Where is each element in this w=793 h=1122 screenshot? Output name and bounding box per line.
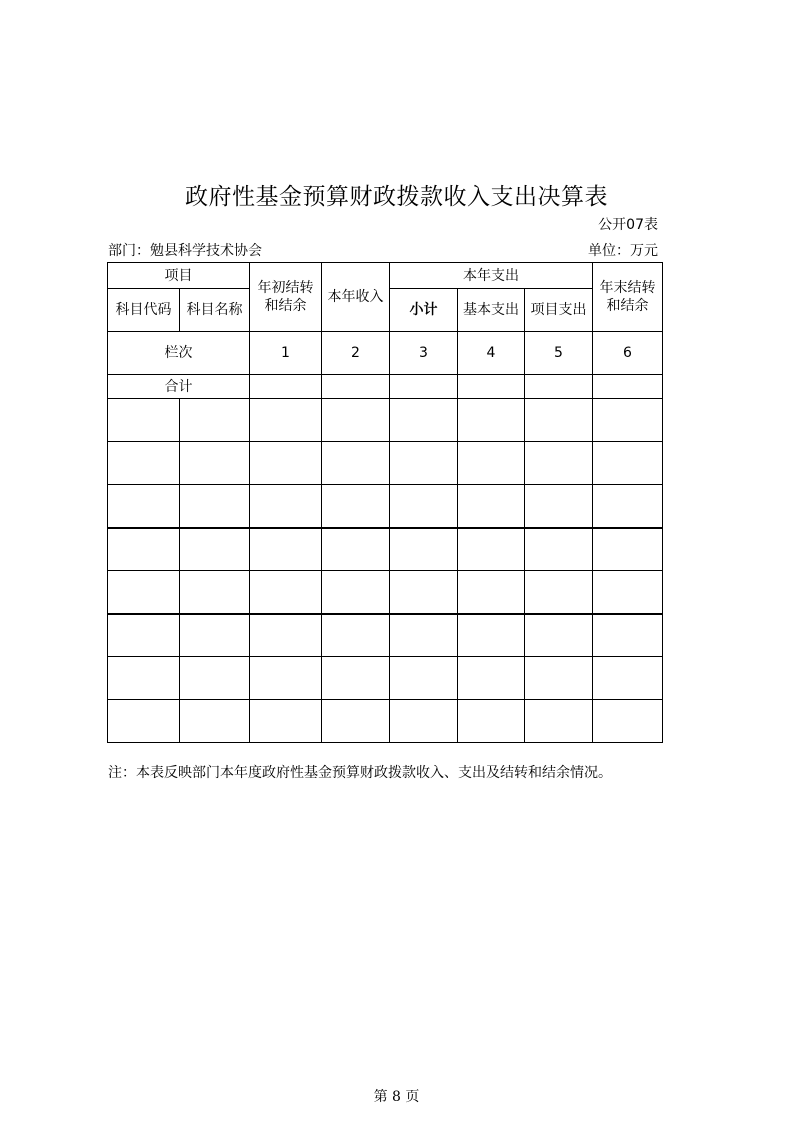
total-cell bbox=[250, 375, 322, 399]
total-cell bbox=[593, 375, 663, 399]
table-cell bbox=[180, 399, 250, 442]
table-cell bbox=[108, 528, 180, 571]
table-cell bbox=[593, 442, 663, 485]
row-index-label: 栏次 bbox=[108, 332, 250, 375]
table-cell bbox=[458, 614, 525, 657]
col-number: 5 bbox=[525, 332, 593, 375]
table-cell bbox=[322, 571, 390, 614]
table-cell bbox=[180, 485, 250, 528]
table-cell bbox=[322, 657, 390, 700]
header-basic: 基本支出 bbox=[458, 289, 525, 332]
col-number: 2 bbox=[322, 332, 390, 375]
header-begin-balance: 年初结转和结余 bbox=[250, 263, 322, 332]
table-cell bbox=[180, 528, 250, 571]
header-end-balance: 年末结转和结余 bbox=[593, 263, 663, 332]
col-number: 6 bbox=[593, 332, 663, 375]
table-cell bbox=[180, 700, 250, 743]
header-project: 项目支出 bbox=[525, 289, 593, 332]
table-cell bbox=[593, 485, 663, 528]
header-income: 本年收入 bbox=[322, 263, 390, 332]
table-cell bbox=[322, 442, 390, 485]
table-cell bbox=[250, 399, 322, 442]
table-cell bbox=[180, 442, 250, 485]
table-cell bbox=[108, 657, 180, 700]
header-expense: 本年支出 bbox=[390, 263, 593, 289]
total-cell bbox=[322, 375, 390, 399]
table-cell bbox=[250, 528, 322, 571]
table-row bbox=[108, 399, 663, 442]
table-cell bbox=[108, 614, 180, 657]
table-row bbox=[108, 614, 663, 657]
table-cell bbox=[250, 614, 322, 657]
table-cell bbox=[250, 700, 322, 743]
table-cell bbox=[322, 485, 390, 528]
table-cell bbox=[525, 442, 593, 485]
table-cell bbox=[180, 571, 250, 614]
table-row bbox=[108, 571, 663, 614]
table-cell bbox=[390, 700, 458, 743]
table-cell bbox=[593, 528, 663, 571]
table-cell bbox=[390, 657, 458, 700]
table-cell bbox=[108, 485, 180, 528]
table-cell bbox=[250, 571, 322, 614]
table-cell bbox=[458, 700, 525, 743]
table-cell bbox=[458, 657, 525, 700]
table-cell bbox=[525, 571, 593, 614]
col-number: 3 bbox=[390, 332, 458, 375]
table-cell bbox=[458, 399, 525, 442]
header-code: 科目代码 bbox=[108, 289, 180, 332]
col-number: 1 bbox=[250, 332, 322, 375]
table-row bbox=[108, 442, 663, 485]
table-row bbox=[108, 657, 663, 700]
table-cell bbox=[390, 399, 458, 442]
table-cell bbox=[108, 442, 180, 485]
table-cell bbox=[458, 528, 525, 571]
form-number: 公开07表 bbox=[598, 217, 658, 233]
total-cell bbox=[390, 375, 458, 399]
table-cell bbox=[390, 528, 458, 571]
table-cell bbox=[593, 571, 663, 614]
table-cell bbox=[458, 442, 525, 485]
page-title: 政府性基金预算财政拨款收入支出决算表 bbox=[185, 184, 608, 210]
table-row bbox=[108, 485, 663, 528]
department-label: 部门：勉县科学技术协会 bbox=[108, 243, 262, 259]
table-cell bbox=[322, 399, 390, 442]
total-label: 合计 bbox=[108, 375, 250, 399]
total-cell bbox=[458, 375, 525, 399]
budget-table bbox=[107, 262, 663, 743]
table-cell bbox=[322, 528, 390, 571]
header-name: 科目名称 bbox=[180, 289, 250, 332]
table-cell bbox=[525, 614, 593, 657]
table-cell bbox=[108, 700, 180, 743]
table-row bbox=[108, 528, 663, 571]
table-cell bbox=[458, 571, 525, 614]
table-cell bbox=[525, 485, 593, 528]
table-cell bbox=[593, 657, 663, 700]
page-number: 第 8 页 bbox=[373, 1089, 420, 1105]
header-item: 项目 bbox=[108, 263, 250, 289]
table-cell bbox=[322, 614, 390, 657]
table-cell bbox=[180, 614, 250, 657]
table-cell bbox=[250, 485, 322, 528]
table-cell bbox=[250, 657, 322, 700]
table-cell bbox=[458, 485, 525, 528]
table-cell bbox=[390, 614, 458, 657]
table-cell bbox=[525, 657, 593, 700]
table-cell bbox=[390, 485, 458, 528]
table-cell bbox=[525, 700, 593, 743]
table-cell bbox=[593, 614, 663, 657]
table-cell bbox=[180, 657, 250, 700]
table-cell bbox=[525, 399, 593, 442]
table-row bbox=[108, 700, 663, 743]
unit-label: 单位：万元 bbox=[588, 243, 658, 259]
table-cell bbox=[108, 399, 180, 442]
total-cell bbox=[525, 375, 593, 399]
table-cell bbox=[593, 399, 663, 442]
table-cell bbox=[250, 442, 322, 485]
table-cell bbox=[108, 571, 180, 614]
table-cell bbox=[390, 442, 458, 485]
header-subtotal: 小计 bbox=[390, 289, 458, 332]
table-cell bbox=[322, 700, 390, 743]
table-note: 注：本表反映部门本年度政府性基金预算财政拨款收入、支出及结转和结余情况。 bbox=[108, 765, 612, 781]
table-cell bbox=[593, 700, 663, 743]
table-cell bbox=[525, 528, 593, 571]
col-number: 4 bbox=[458, 332, 525, 375]
table-cell bbox=[390, 571, 458, 614]
